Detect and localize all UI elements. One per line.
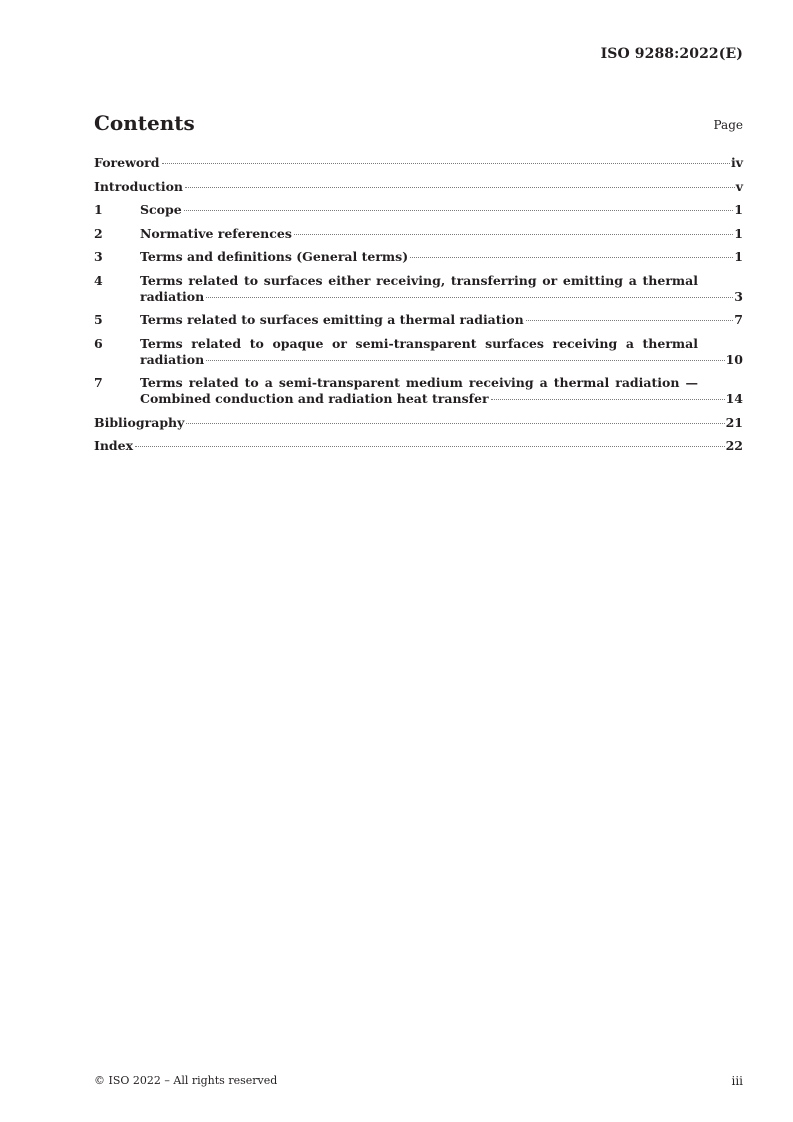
dot-leader [526, 320, 734, 321]
toc-entry-title: Terms and definitions (General terms) [140, 249, 409, 264]
dot-leader [184, 210, 734, 211]
toc-entry-title: Scope [140, 202, 182, 217]
toc-entry-page: 1 [734, 225, 743, 241]
toc-entry-number: 2 [94, 225, 103, 241]
toc-entry-body [140, 202, 743, 218]
toc-entry[interactable] [94, 155, 743, 171]
toc-entry-body [140, 312, 743, 328]
toc-entry[interactable] [94, 226, 743, 242]
page-number: iii [731, 1074, 743, 1088]
toc-entry-title: Terms related to surfaces either receiving, transferring or emitting a thermal [140, 272, 698, 288]
toc-entry[interactable] [94, 375, 743, 407]
contents-title: Contents [94, 111, 195, 135]
toc-entry-body [140, 336, 743, 368]
toc-entry-page: iv [730, 155, 743, 170]
toc-entry-title: Terms related to a semi-transparent medium receiving a thermal radiation — [140, 375, 698, 390]
toc-entry-page: 21 [725, 414, 743, 430]
document-id: ISO 9288:2022(E) [600, 46, 743, 62]
toc-entry-title: Terms related to surfaces emitting a thermal radiation [140, 312, 524, 327]
toc-entry-number: 6 [94, 335, 103, 351]
toc-entry-body [140, 249, 743, 265]
dot-leader [135, 446, 725, 447]
toc-entry[interactable] [94, 438, 743, 454]
dot-leader [162, 163, 730, 164]
toc-entry-page: 1 [734, 249, 743, 264]
toc-entry-title: Introduction [94, 178, 184, 194]
toc-entry[interactable] [94, 179, 743, 195]
dot-leader [186, 423, 724, 424]
toc-entry-title: Terms related to opaque or semi-transparent surfaces receiving a thermal [140, 335, 698, 351]
dot-leader [206, 297, 733, 298]
dot-leader [491, 399, 725, 400]
toc-entry-title: Bibliography [94, 414, 185, 430]
dot-leader [294, 234, 733, 235]
toc-entry-number: 4 [94, 272, 103, 288]
toc-entry-page: 7 [734, 312, 743, 327]
toc-entry-title: radiation [140, 351, 205, 367]
toc-entry-body [140, 273, 743, 305]
toc-entry-number: 7 [94, 375, 103, 390]
dot-leader [185, 187, 735, 188]
dot-leader [410, 257, 733, 258]
copyright-notice: © ISO 2022 – All rights reserved [94, 1074, 278, 1087]
toc-entry-page: 3 [734, 288, 743, 304]
toc-entry-body [140, 375, 743, 407]
toc-entry[interactable] [94, 202, 743, 218]
toc-entry-body [94, 438, 743, 454]
toc-entry-page: 22 [725, 438, 743, 453]
toc-entry-title: Index [94, 438, 134, 453]
toc-entry[interactable] [94, 415, 743, 431]
toc-entry-title: Normative references [140, 225, 292, 241]
toc-entry[interactable] [94, 273, 743, 305]
toc-entry-page: 1 [734, 202, 743, 217]
dot-leader [206, 360, 724, 361]
table-of-contents [94, 155, 743, 462]
toc-entry-body [140, 226, 743, 242]
toc-entry[interactable] [94, 336, 743, 368]
contents-header [94, 111, 743, 141]
toc-entry-number: 5 [94, 312, 103, 327]
toc-entry-number: 1 [94, 202, 103, 217]
toc-entry-page: 10 [725, 351, 743, 367]
toc-entry-page: 14 [725, 391, 743, 406]
page-column-label: Page [713, 118, 743, 132]
toc-entry-body [94, 415, 743, 431]
toc-entry-body [94, 179, 743, 195]
toc-entry[interactable] [94, 312, 743, 328]
toc-entry-title: Combined conduction and radiation heat transfer [140, 391, 489, 406]
toc-entry-title: Foreword [94, 155, 160, 170]
toc-entry-number: 3 [94, 249, 103, 264]
toc-entry-page: v [735, 178, 743, 194]
toc-entry-title: radiation [140, 288, 205, 304]
toc-entry-body [94, 155, 743, 171]
toc-entry[interactable] [94, 249, 743, 265]
